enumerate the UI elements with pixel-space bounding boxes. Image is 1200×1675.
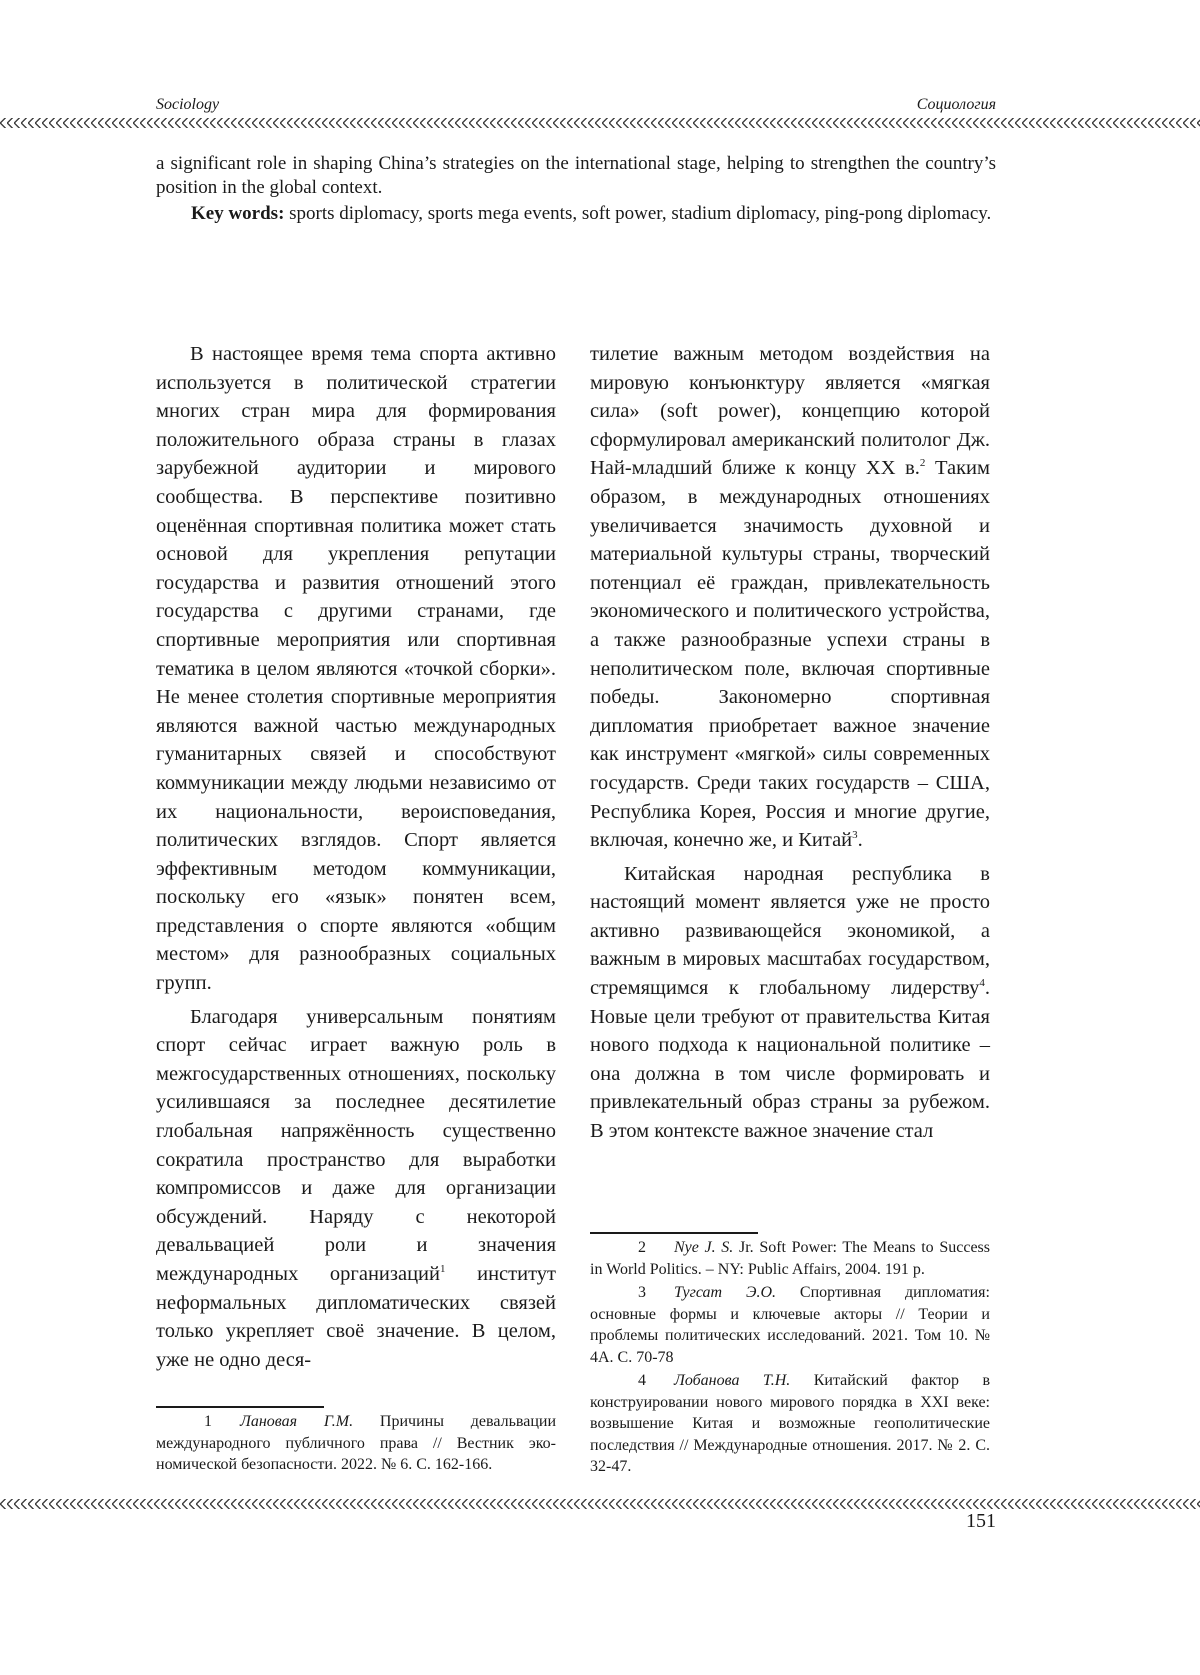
footnote-text: Спортивная дипломатия: основные формы и ключевые акторы // Теории и проблемы политических исследований. 2021. Том 10. № 4А. С. 70-78 — [590, 1284, 990, 1366]
footnote-ref[interactable]: 1 — [440, 1263, 446, 1276]
footnote-ref[interactable]: 3 — [852, 829, 858, 842]
footnote-author: Лобанова Т.Н. — [674, 1372, 791, 1389]
footnote-author: Лановая Г.М. — [240, 1413, 354, 1430]
keywords-text: sports diplomacy, sports mega events, soft power, stadium diplomacy, ping-pong diplomacy. — [289, 203, 992, 224]
footnote — [590, 1282, 990, 1368]
paragraph: В настоящее время тема спорта активно используется в политической стратегии многих стран мира для формирования положительного образа страны в глазах зарубежной аудитории и мирового сообщества. В перспективе позитивно оценённая спортивная политика может стать основой для укрепления репутации государства и развития отношений этого государства с другими странами, где спортивные мероприятия или спортивная тематика в целом являются «точкой сборки». Не менее столетия спортивные мероприятия являются важной частью международных гуманитарных связей и способствуют коммуникации между людьми независимо от их национальности, вероисповедания, политических взглядов. Спорт является эффективным методом коммуникации, поскольку его «язык» понятен всем, представления о спорте являются «общим местом» для разнообразных социальных групп. — [156, 343, 556, 995]
running-head-left: Sociology — [156, 96, 220, 113]
page-number: 151 — [966, 1510, 996, 1532]
footnote-separator — [156, 1406, 324, 1408]
footnote-text: Китайский фактор в конструировании нового мирового порядка в XXI веке: возвышение Китая и возможные геополитические последствия // Международные отношения. 2017. № 2. С. 32-47. — [590, 1372, 991, 1475]
paragraph-text: Благодаря универсальным понятиям спорт сейчас играет важную роль в межгосударственных отношениях, поскольку усилившаяся за последнее десятилетие глобальная напряжённость существенно сократила пространство для выработки компромиссов и даже для организации обсуждений. Наряду с некоторой девальвацией роли и значения международных организаций — [156, 1005, 556, 1285]
paragraph-text: . Новые цели требуют от правительства Китая нового подхода к национальной политике – она должна в том числе формировать и привлекательный образ страны за рубежом. В этом контексте важное значение стал — [590, 977, 990, 1143]
footnotes-right — [590, 1237, 990, 1480]
footnote-author: Nye J. S. — [674, 1239, 734, 1256]
footnote-text: Jr. Soft Power: The Means to Success in World Politics. – NY: Public Affairs, 2004. 191 p. — [590, 1239, 990, 1278]
footnote-number: 4 — [638, 1372, 646, 1389]
footnote-ref[interactable]: 2 — [919, 457, 926, 470]
paragraph — [590, 340, 990, 855]
footnotes-left — [156, 1411, 556, 1478]
abstract-block — [156, 152, 996, 226]
footnote-author: Тугсат Э.О. — [674, 1284, 777, 1301]
paragraph — [590, 860, 990, 1146]
keywords-line — [156, 202, 996, 226]
footnote — [590, 1370, 990, 1478]
bottom-ornament-border — [0, 1499, 1200, 1509]
paragraph-text: Таким образом, в международных отношениях увеличивается значимость духовной и материальной культуры страны, творческий потенциал её граждан, привлекательность экономического и политического устройства, а также разнообразные успехи страны в неполитическом поле, включая спортивные победы. Закономерно спортивная дипломатия приобретает важное значение как инструмент «мягкой» силы современных государств. Среди таких государств – США, Республика Корея, Россия и многие другие, включая, конечно же, и Китай — [590, 457, 990, 852]
paragraph-text: тилетие важным методом воздействия на мировую конъюнктуру является «мягкая сила» (soft power), концепцию которой сформулировал американский политолог Дж. Най-младший ближе к концу XX в. — [590, 343, 990, 480]
footnote — [156, 1411, 556, 1476]
footnote-number: 3 — [638, 1284, 646, 1301]
keywords-label: Key words: — [191, 203, 285, 224]
paragraph — [156, 1003, 556, 1375]
footnote-number: 2 — [638, 1239, 646, 1256]
running-head — [156, 96, 996, 120]
running-head-right: Социология — [916, 96, 996, 113]
abstract-text: a significant role in shaping China’s strategies on the international stage, helping to strengthen the country’s position in the global context. — [156, 153, 996, 198]
footnote-separator — [590, 1232, 758, 1234]
paragraph-text: институт неформальных дипломатических связей только укрепляет своё значение. В целом, уже не одно деся- — [156, 1263, 556, 1371]
footnote-text: Причины девальвации международного публичного права // Вестник экономической безопасности. 2022. № 6. С. 162-166. — [156, 1413, 556, 1473]
footnote-number: 1 — [204, 1413, 212, 1430]
paragraph-text: . — [857, 829, 863, 852]
body-column-left — [156, 340, 556, 1374]
footnote-ref[interactable]: 4 — [979, 977, 985, 990]
body-column-right — [590, 340, 990, 1146]
footnote — [590, 1237, 990, 1280]
paragraph-text: Китайская народная республика в настоящий момент является уже не просто активно развивающейся экономикой, а важным в мировых масштабах государством, стремящимся к глобальному лидерству — [590, 862, 990, 1000]
top-ornament-border — [0, 118, 1200, 128]
